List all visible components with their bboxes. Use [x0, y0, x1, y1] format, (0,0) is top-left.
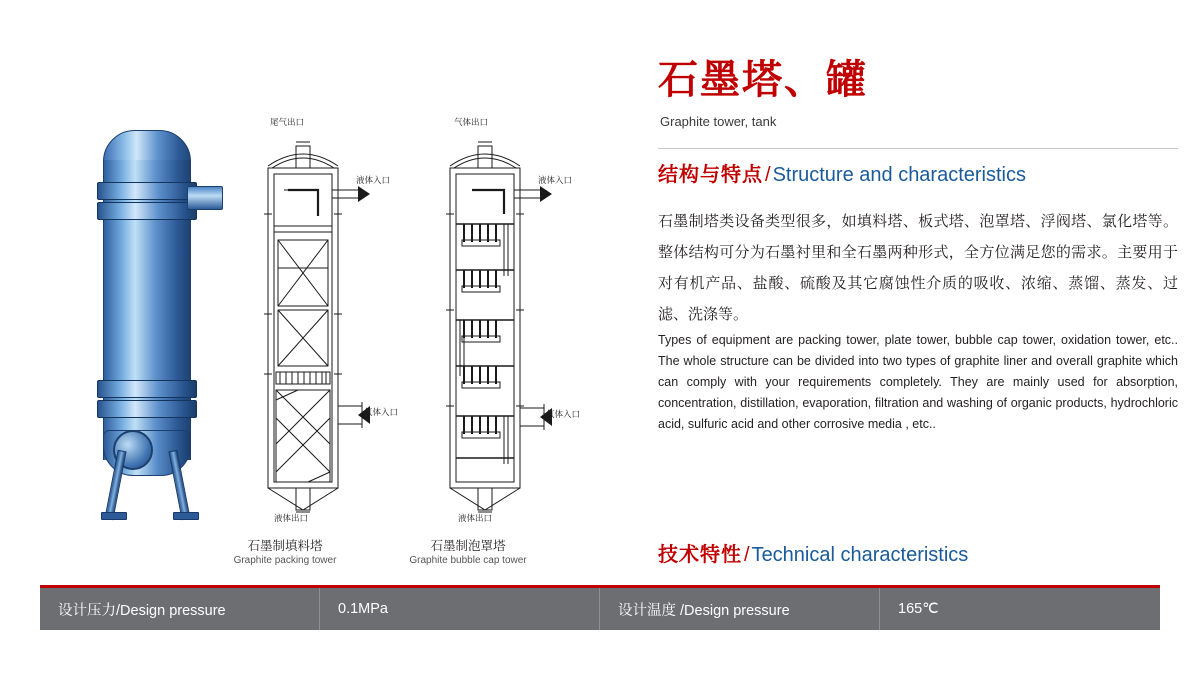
- graphite-tank-illustration: [95, 130, 215, 510]
- section-heading-separator: /: [744, 544, 750, 566]
- bubble-cap-tower-svg: [420, 128, 620, 528]
- packing-tower-drawing: [238, 117, 438, 533]
- figure-label: 液体出口: [274, 513, 309, 523]
- caption-cn: 石墨制填料塔: [247, 539, 323, 553]
- section-heading-separator: /: [765, 164, 771, 186]
- tank-flange: [97, 182, 197, 200]
- bubble-cap-tower-drawing: [420, 117, 620, 533]
- figure-label: 液体出口: [458, 513, 493, 523]
- figure-label: 液体入口: [538, 175, 573, 185]
- section-heading-en: Technical characteristics: [751, 544, 969, 566]
- tank-side-nozzle: [187, 186, 223, 210]
- spec-table: [40, 585, 1160, 630]
- section-heading-technical: [658, 542, 968, 568]
- figure-label: 尾气出口: [270, 117, 305, 127]
- figure-label: 气体出口: [454, 117, 489, 127]
- divider: [658, 148, 1178, 149]
- caption-en: Graphite packing tower: [233, 555, 337, 566]
- section-heading-cn: 技术特性: [658, 544, 742, 566]
- structure-paragraph-cn: 石墨制塔类设备类型很多，如填料塔、板式塔、泡罩塔、浮阀塔、氯化塔等。整体结构可分为石墨衬里和全石墨两种形式，全方位满足您的需求。主要用于对有机产品、盐酸、硫酸及其它腐蚀性介质的吸收、浓缩、蒸馏、蒸发、过滤、洗涤等。: [658, 213, 1178, 323]
- figure-label: 气体入口: [546, 409, 581, 419]
- figure-label: 气体入口: [364, 407, 399, 417]
- section-heading-structure: [658, 162, 1026, 188]
- page-subtitle: Graphite tower, tank: [660, 114, 777, 129]
- page-title: 石墨塔、罐: [658, 58, 868, 102]
- figure-caption-packing-tower: [185, 538, 385, 567]
- caption-en: Graphite bubble cap tower: [409, 555, 527, 566]
- tank-foot: [101, 512, 127, 520]
- section-heading-en: Structure and characteristics: [772, 164, 1026, 186]
- tank-flange: [97, 400, 197, 418]
- packing-tower-svg: [238, 128, 438, 528]
- spec-value-design-pressure: 0.1MPa: [320, 588, 600, 630]
- illustration-pane: [0, 0, 640, 585]
- structure-paragraph-en: Types of equipment are packing tower, plate tower, bubble cap tower, oxidation tower, etc.. The whole structure can be divided into two types of graphite liner and overall graphite which can comply with your requirements completely. They are mainly used for absorption, concentration, distillation, evaporation, filtration and washing of organic products, hydrochloric acid, sulfuric acid and other corrosive media , etc..: [658, 333, 1178, 431]
- caption-cn: 石墨制泡罩塔: [430, 539, 506, 553]
- tank-flange: [97, 380, 197, 398]
- tank-foot: [173, 512, 199, 520]
- figure-caption-bubble-cap-tower: [368, 538, 568, 567]
- figure-label: 液体入口: [356, 175, 391, 185]
- tank-flange: [97, 202, 197, 220]
- section-heading-cn: 结构与特点: [658, 164, 763, 186]
- content-pane: [658, 0, 1178, 585]
- spec-label-design-pressure: 设计压力/Design pressure: [40, 588, 320, 630]
- spec-label-design-temperature: 设计温度 /Design pressure: [600, 588, 880, 630]
- spec-value-design-temperature: 165℃: [898, 601, 939, 617]
